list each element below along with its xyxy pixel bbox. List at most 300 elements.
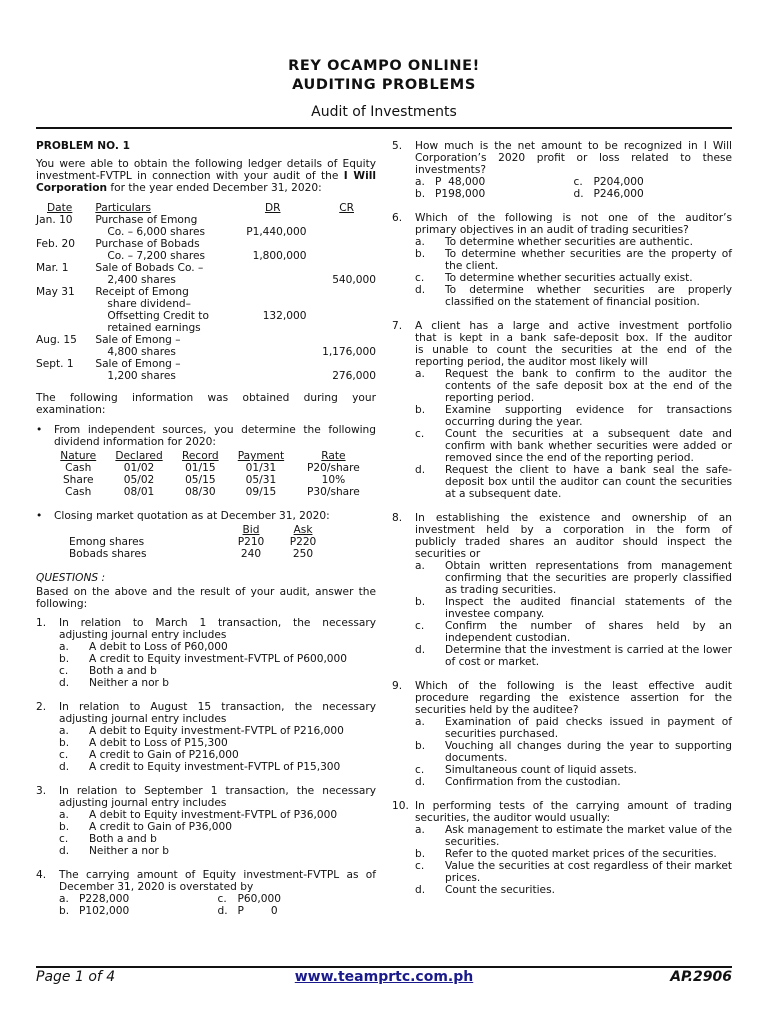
ledger-credit: 1,176,000 xyxy=(322,346,376,358)
ledger-particulars: 2,400 shares xyxy=(107,274,176,286)
question-number: 3. xyxy=(36,785,47,797)
option-text: Examination of paid checks issued in payment of securities purchased. xyxy=(445,716,732,740)
ledger-debit xyxy=(233,262,307,274)
question-text: adjusting journal entry includes xyxy=(59,629,227,641)
answer-row xyxy=(415,188,732,200)
answer-option xyxy=(59,905,218,917)
question-text: procedure regarding the existence assertion for the xyxy=(415,692,732,704)
option-text: Count the securities. xyxy=(445,884,555,896)
quote-row xyxy=(69,536,329,548)
left-column xyxy=(36,140,376,929)
dividend-cell: Share xyxy=(62,474,94,486)
answer-option xyxy=(59,641,376,653)
page-subtitle: AUDITING PROBLEMS xyxy=(292,77,476,93)
question xyxy=(36,785,376,857)
option-text: Ask management to estimate the market value of the securities. xyxy=(445,824,732,848)
answer-option xyxy=(415,848,732,860)
ledger-header: CR xyxy=(339,202,354,214)
option-letter: d. xyxy=(415,644,426,656)
option-letter: b. xyxy=(415,248,426,260)
ledger-particulars: Offsetting Credit to xyxy=(107,310,209,322)
option-letter: c. xyxy=(415,764,425,776)
option-text: Both a and b xyxy=(89,665,157,677)
ledger-header: DR xyxy=(264,202,281,214)
answer-option xyxy=(415,236,732,248)
answer-option xyxy=(415,368,732,404)
answer-option xyxy=(59,737,376,749)
ledger-credit xyxy=(307,298,377,310)
ledger-row xyxy=(36,334,376,346)
option-letter: b. xyxy=(415,404,426,416)
quote-ask: 250 xyxy=(292,548,314,560)
ledger-date: Aug. 15 xyxy=(36,334,77,346)
quote-ask: P220 xyxy=(289,536,317,548)
option-text: Neither a nor b xyxy=(89,677,169,689)
quote-header: Bid xyxy=(242,524,260,536)
option-letter: c. xyxy=(59,749,69,761)
quote-bid: P210 xyxy=(237,536,265,548)
ledger-credit xyxy=(307,262,377,274)
answer-option xyxy=(574,188,733,200)
footer-rule xyxy=(36,966,732,968)
option-letter: a. xyxy=(59,809,69,821)
ledger-credit xyxy=(307,238,377,250)
question-number: 7. xyxy=(392,320,403,332)
option-letter: d. xyxy=(573,188,584,200)
question-text: Which of the following is the least effective audit xyxy=(415,680,732,692)
ledger-credit xyxy=(307,322,377,334)
answer-option xyxy=(59,761,376,773)
question-text: In performing tests of the carrying amount of trading xyxy=(415,800,732,812)
ledger-particulars: Purchase of Emong xyxy=(95,214,198,226)
question-number: 1. xyxy=(36,617,47,629)
option-text: A debit to Loss of P60,000 xyxy=(89,641,228,653)
question xyxy=(36,701,376,773)
ledger-credit xyxy=(307,286,377,298)
option-letter: b. xyxy=(59,821,70,833)
option-text: Inspect the audited financial statements of the investee company. xyxy=(445,596,732,620)
ledger-debit: P1,440,000 xyxy=(246,226,307,238)
ledger-particulars: Sale of Emong – xyxy=(95,334,181,346)
option-text: P228,000 xyxy=(79,893,130,905)
ledger-debit xyxy=(233,286,307,298)
question-text: securities, the auditor would usually: xyxy=(415,812,611,824)
option-text: To determine whether securities actually exist. xyxy=(445,272,693,284)
dividend-cell: 01/02 xyxy=(123,462,155,474)
ledger-date: Feb. 20 xyxy=(36,238,75,250)
ledger-credit: 276,000 xyxy=(332,370,376,382)
right-column xyxy=(392,140,732,908)
question xyxy=(392,800,732,896)
option-text: A debit to Equity investment-FVTPL of P216,000 xyxy=(89,725,344,737)
ledger-row xyxy=(36,214,376,226)
option-text: P198,000 xyxy=(435,188,486,200)
ledger-debit xyxy=(233,298,307,310)
option-letter: d. xyxy=(415,284,426,296)
dividend-row xyxy=(52,474,372,486)
ledger-credit xyxy=(307,358,377,370)
ledger-row xyxy=(36,370,376,382)
answer-option xyxy=(415,272,732,284)
dividend-cell: P20/share xyxy=(307,462,360,474)
option-text: To determine whether securities are authentic. xyxy=(445,236,693,248)
dividend-cell: 10% xyxy=(321,474,346,486)
ledger-header: Date xyxy=(47,202,73,214)
question-text: In relation to August 15 transaction, the necessary xyxy=(59,701,376,713)
question xyxy=(392,512,732,668)
question xyxy=(392,140,732,200)
answer-row xyxy=(59,905,376,917)
option-letter: d. xyxy=(415,776,426,788)
question-text: In establishing the existence and ownership of an xyxy=(415,512,732,524)
answer-option xyxy=(415,248,732,272)
answer-option xyxy=(415,404,732,428)
option-letter: a. xyxy=(415,824,425,836)
dividend-table xyxy=(52,450,372,498)
dividend-cell: 09/15 xyxy=(245,486,277,498)
ledger-date: Sept. 1 xyxy=(36,358,74,370)
option-text: To determine whether securities are properly classified on the statement of financial position. xyxy=(445,284,732,308)
answer-option xyxy=(415,824,732,848)
option-text: P102,000 xyxy=(79,905,130,917)
ledger-date: Jan. 10 xyxy=(36,214,73,226)
ledger-debit xyxy=(233,274,307,286)
question-number: 6. xyxy=(392,212,403,224)
option-text: P 48,000 xyxy=(435,176,486,188)
dividend-cell: 01/31 xyxy=(245,462,277,474)
page-number: Page 1 of 4 xyxy=(36,969,116,985)
dividend-cell: Cash xyxy=(65,462,92,474)
option-text: A credit to Gain of P216,000 xyxy=(89,749,239,761)
option-text: P246,000 xyxy=(593,188,644,200)
ledger-date xyxy=(36,346,83,358)
option-text: Simultaneous count of liquid assets. xyxy=(445,764,637,776)
bullet-icon: • xyxy=(36,510,43,522)
ledger-debit xyxy=(233,358,307,370)
dividend-cell: 05/02 xyxy=(123,474,155,486)
section-title: Audit of Investments xyxy=(311,104,457,120)
answer-option xyxy=(415,716,732,740)
ledger-date xyxy=(36,250,83,262)
ledger-credit xyxy=(307,334,377,346)
question-text: The carrying amount of Equity investment-FVTPL as of xyxy=(59,869,376,881)
ledger-debit xyxy=(233,370,307,382)
answer-option xyxy=(415,776,732,788)
document-code: AP.2906 xyxy=(670,969,732,985)
option-letter: b. xyxy=(415,596,426,608)
question-text: A client has a large and active investment portfolio xyxy=(415,320,732,332)
option-letter: d. xyxy=(59,845,70,857)
ledger-credit xyxy=(307,250,377,262)
option-letter: a. xyxy=(59,893,69,905)
option-letter: a. xyxy=(415,368,425,380)
ledger-debit xyxy=(233,238,307,250)
ledger-row xyxy=(36,250,376,262)
option-letter: a. xyxy=(59,641,69,653)
ledger-particulars: Co. – 6,000 shares xyxy=(107,226,206,238)
option-text: P204,000 xyxy=(593,176,644,188)
quotation-table xyxy=(69,524,329,560)
answer-option xyxy=(415,176,574,188)
answer-row xyxy=(59,893,376,905)
option-text: Confirm the number of shares held by an independent custodian. xyxy=(445,620,732,644)
dividend-cell: 05/15 xyxy=(185,474,216,486)
dividend-cell: Cash xyxy=(65,486,92,498)
option-letter: d. xyxy=(217,905,228,917)
question-text: reporting period, the auditor most likely will xyxy=(415,356,648,368)
option-letter: c. xyxy=(415,272,425,284)
answer-row xyxy=(415,176,732,188)
bullet-dividend: • From independent sources, you determine the following dividend information for 2020: xyxy=(36,424,376,448)
answer-option xyxy=(415,428,732,464)
ledger-row xyxy=(36,274,376,286)
answer-option xyxy=(59,749,376,761)
answer-option xyxy=(415,560,732,596)
quote-row xyxy=(69,548,329,560)
option-letter: c. xyxy=(217,893,227,905)
option-letter: b. xyxy=(59,653,70,665)
ledger-credit xyxy=(307,214,377,226)
ledger-credit: 540,000 xyxy=(332,274,376,286)
ledger-date xyxy=(36,322,83,334)
dividend-cell: 01/15 xyxy=(185,462,216,474)
question-text: securities held by the auditee? xyxy=(415,704,579,716)
ledger-particulars: retained earnings xyxy=(107,322,201,334)
ledger-particulars: Co. – 7,200 shares xyxy=(107,250,206,262)
option-text: Request the client to have a bank seal the safe-deposit box until the auditor can count the securities at a subsequent date. xyxy=(445,464,732,500)
problem-intro: You were able to obtain the following ledger details of Equity investment-FVTPL in connection with your audit of the I Will Corporation for the year ended December 31, 2020: xyxy=(36,158,376,194)
option-letter: b. xyxy=(59,905,70,917)
ledger-table xyxy=(36,202,376,382)
ledger-header: Particulars xyxy=(95,202,152,214)
answer-option xyxy=(415,884,732,896)
option-letter: b. xyxy=(415,848,426,860)
question-text: securities or xyxy=(415,548,481,560)
question-number: 9. xyxy=(392,680,403,692)
ledger-date: Mar. 1 xyxy=(36,262,69,274)
option-text: Count the securities at a subsequent date and confirm with bank whether securities were added or removed since the end of the reporting period. xyxy=(445,428,732,464)
ledger-debit: 132,000 xyxy=(262,310,307,322)
dividend-cell: 08/01 xyxy=(123,486,155,498)
ledger-credit xyxy=(307,226,377,238)
question-text: Which of the following is not one of the auditor’s xyxy=(415,212,732,224)
option-text: Examine supporting evidence for transactions occurring during the year. xyxy=(445,404,732,428)
ledger-row xyxy=(36,322,376,334)
dividend-header: Rate xyxy=(321,450,346,462)
answer-option xyxy=(218,905,377,917)
option-letter: b. xyxy=(59,737,70,749)
quote-bid: 240 xyxy=(240,548,262,560)
answer-option xyxy=(218,893,377,905)
ledger-particulars: 1,200 shares xyxy=(107,370,176,382)
ledger-debit xyxy=(233,322,307,334)
option-letter: c. xyxy=(415,620,425,632)
answer-option xyxy=(59,653,376,665)
info-lead: The following information was obtained during your examination: xyxy=(36,392,376,416)
bullet-quotation: • Closing market quotation as at December 31, 2020: xyxy=(36,510,330,522)
footer xyxy=(36,971,732,987)
quote-name: Emong shares xyxy=(69,536,145,548)
ledger-particulars: Sale of Emong – xyxy=(95,358,181,370)
ledger-credit xyxy=(307,310,377,322)
option-letter: a. xyxy=(415,716,425,728)
answer-option xyxy=(59,893,218,905)
ledger-row xyxy=(36,286,376,298)
quote-header: Ask xyxy=(293,524,313,536)
option-letter: d. xyxy=(59,677,70,689)
ledger-row xyxy=(36,346,376,358)
option-letter: c. xyxy=(59,665,69,677)
bullet-icon: • xyxy=(36,424,43,436)
question xyxy=(392,212,732,308)
dividend-cell: 08/30 xyxy=(185,486,216,498)
question xyxy=(392,680,732,788)
ledger-date xyxy=(36,274,83,286)
page-title: REY OCAMPO ONLINE! xyxy=(288,58,480,74)
option-letter: d. xyxy=(415,884,426,896)
option-letter: c. xyxy=(415,428,425,440)
quote-name: Bobads shares xyxy=(69,548,147,560)
dividend-cell: P30/share xyxy=(307,486,360,498)
option-text: Neither a nor b xyxy=(89,845,169,857)
option-text: A credit to Gain of P36,000 xyxy=(89,821,233,833)
question-text: that is kept in a bank safe-deposit box. If the auditor xyxy=(415,332,732,344)
ledger-date: May 31 xyxy=(36,286,75,298)
question-text: publicly traded shares an auditor should inspect the xyxy=(415,536,732,548)
option-letter: b. xyxy=(415,188,426,200)
problem-heading: PROBLEM NO. 1 xyxy=(36,140,130,152)
question-text: How much is the net amount to be recognized in I Will xyxy=(415,140,732,152)
option-letter: c. xyxy=(573,176,583,188)
option-letter: d. xyxy=(59,761,70,773)
ledger-particulars: share dividend– xyxy=(107,298,191,310)
answer-option xyxy=(59,845,376,857)
header-rule xyxy=(36,127,732,129)
dividend-cell: 05/31 xyxy=(245,474,277,486)
question-number: 2. xyxy=(36,701,47,713)
question-text: primary objectives in an audit of trading securities? xyxy=(415,224,689,236)
question xyxy=(392,320,732,500)
option-text: A credit to Equity investment-FVTPL of P15,300 xyxy=(89,761,341,773)
ledger-row xyxy=(36,310,376,322)
answer-option xyxy=(415,764,732,776)
question-number: 10. xyxy=(392,800,409,812)
option-text: P 0 xyxy=(237,905,278,917)
question-text: adjusting journal entry includes xyxy=(59,797,227,809)
option-text: A debit to Loss of P15,300 xyxy=(89,737,228,749)
option-letter: a. xyxy=(415,560,425,572)
answer-option xyxy=(415,644,732,668)
option-text: Both a and b xyxy=(89,833,157,845)
dividend-row xyxy=(52,462,372,474)
ledger-particulars: Receipt of Emong xyxy=(95,286,189,298)
ledger-date xyxy=(36,226,83,238)
questions-label: QUESTIONS : xyxy=(36,572,106,584)
question-text: Corporation’s 2020 profit or loss related to these xyxy=(415,152,732,164)
question xyxy=(36,617,376,689)
ledger-row xyxy=(36,238,376,250)
option-letter: a. xyxy=(59,725,69,737)
answer-option xyxy=(59,665,376,677)
question-number: 8. xyxy=(392,512,403,524)
option-text: Request the bank to confirm to the auditor the contents of the safe deposit box at the end of the reporting period. xyxy=(445,368,732,404)
option-letter: c. xyxy=(59,833,69,845)
ledger-debit xyxy=(233,214,307,226)
answer-option xyxy=(415,464,732,500)
answer-option xyxy=(59,677,376,689)
ledger-date xyxy=(36,298,83,310)
answer-option xyxy=(415,596,732,620)
option-text: Vouching all changes during the year to supporting documents. xyxy=(445,740,732,764)
option-text: P60,000 xyxy=(237,893,281,905)
question-text: is unable to count the securities at the end of the xyxy=(415,344,732,356)
option-letter: c. xyxy=(415,860,425,872)
option-text: A debit to Equity investment-FVTPL of P36,000 xyxy=(89,809,338,821)
dividend-header: Nature xyxy=(60,450,97,462)
option-letter: d. xyxy=(415,464,426,476)
question-text: December 31, 2020 is overstated by xyxy=(59,881,254,893)
question-text: adjusting journal entry includes xyxy=(59,713,227,725)
ledger-particulars: Sale of Bobads Co. – xyxy=(95,262,204,274)
answer-option xyxy=(415,284,732,308)
ledger-particulars: Purchase of Bobads xyxy=(95,238,200,250)
answer-option xyxy=(59,809,376,821)
ledger-date xyxy=(36,370,83,382)
option-text: Determine that the investment is carried at the lower of cost or market. xyxy=(445,644,732,668)
answer-option xyxy=(59,833,376,845)
footer-link[interactable]: www.teamprtc.com.ph xyxy=(294,969,474,985)
answer-option xyxy=(415,188,574,200)
question-text: In relation to March 1 transaction, the necessary xyxy=(59,617,376,629)
option-text: Confirmation from the custodian. xyxy=(445,776,621,788)
option-text: Obtain written representations from management confirming that the securities are properly classified as trading securities. xyxy=(445,560,732,596)
ledger-row xyxy=(36,298,376,310)
question-text: In relation to September 1 transaction, the necessary xyxy=(59,785,376,797)
option-letter: b. xyxy=(415,740,426,752)
dividend-header: Payment xyxy=(237,450,285,462)
answer-option xyxy=(415,860,732,884)
ledger-particulars: 4,800 shares xyxy=(107,346,176,358)
questions-lead: Based on the above and the result of your audit, answer the following: xyxy=(36,586,376,610)
ledger-debit: 1,800,000 xyxy=(252,250,307,262)
question-text: investments? xyxy=(415,164,486,176)
answer-option xyxy=(59,725,376,737)
dividend-header: Record xyxy=(182,450,219,462)
ledger-row xyxy=(36,262,376,274)
question-text: investment held by a corporation in the form of xyxy=(415,524,732,536)
option-text: To determine whether securities are the property of the client. xyxy=(445,248,732,272)
question xyxy=(36,869,376,917)
question-number: 5. xyxy=(392,140,403,152)
option-letter: a. xyxy=(415,236,425,248)
answer-option xyxy=(415,740,732,764)
dividend-header: Declared xyxy=(115,450,163,462)
option-text: A credit to Equity investment-FVTPL of P600,000 xyxy=(89,653,348,665)
option-text: Refer to the quoted market prices of the securities. xyxy=(445,848,717,860)
ledger-row xyxy=(36,226,376,238)
dividend-row xyxy=(52,486,372,498)
answer-option xyxy=(574,176,733,188)
ledger-date xyxy=(36,310,83,322)
question-number: 4. xyxy=(36,869,47,881)
option-text: Value the securities at cost regardless of their market prices. xyxy=(445,860,732,884)
ledger-row xyxy=(36,358,376,370)
ledger-debit xyxy=(233,334,307,346)
ledger-debit xyxy=(233,346,307,358)
answer-option xyxy=(415,620,732,644)
answer-option xyxy=(59,821,376,833)
option-letter: a. xyxy=(415,176,425,188)
